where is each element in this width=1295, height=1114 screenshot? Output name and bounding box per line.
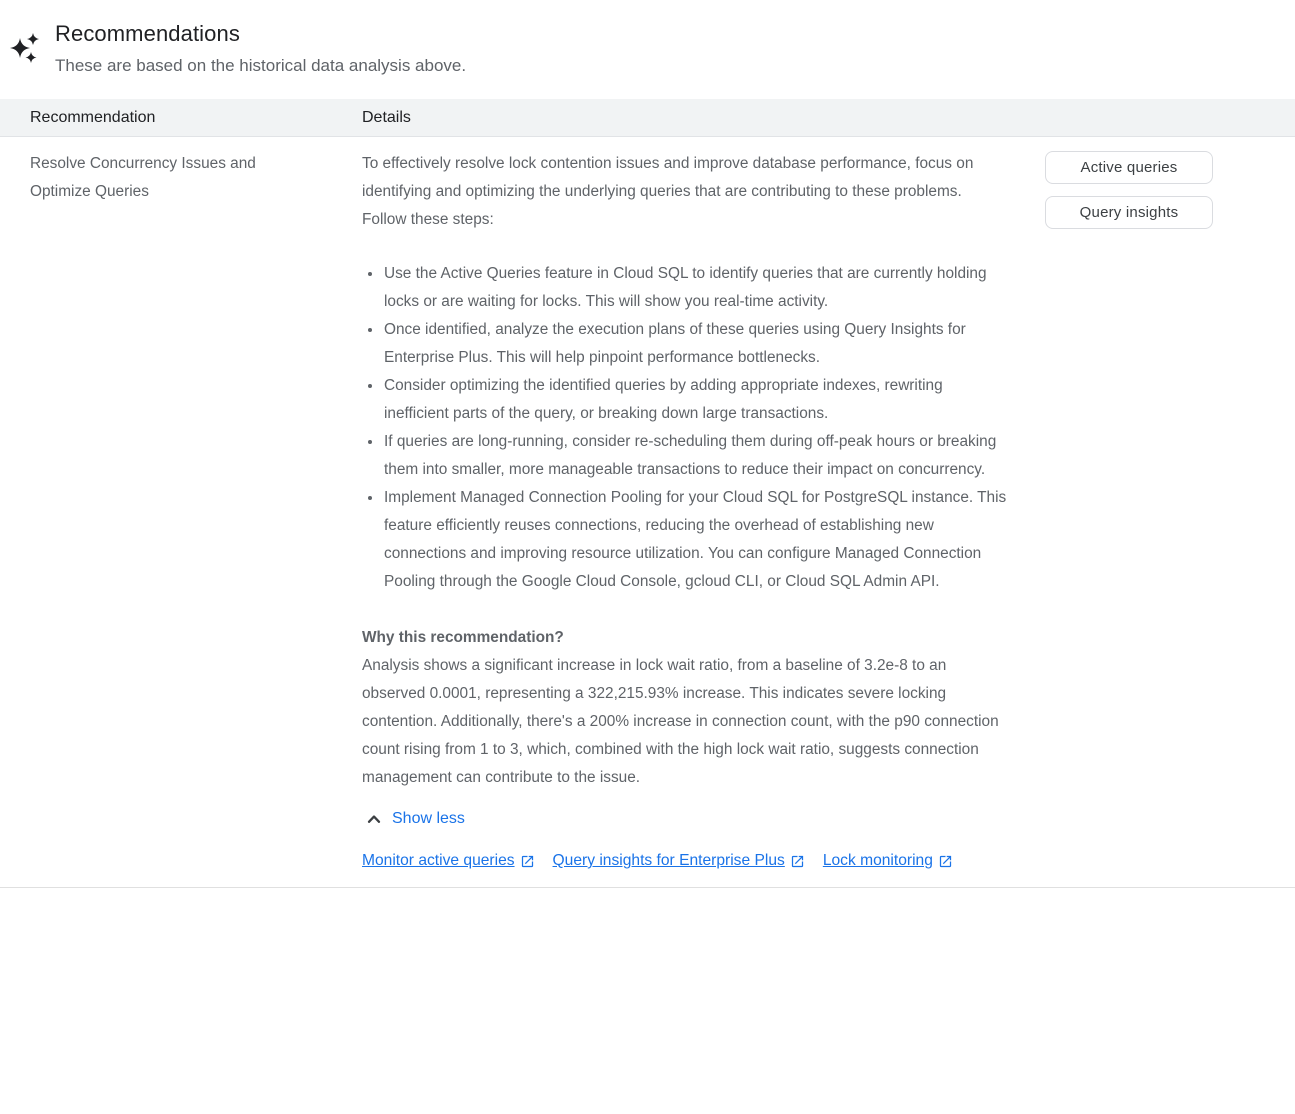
link-monitor-active-queries[interactable] [362, 847, 535, 875]
why-recommendation-text: Analysis shows a significant increase in lock wait ratio, from a baseline of 3.2e-8 to an observed 0.0001, representing a 322,215.93% increase. This indicates severe locking contention. Additionally, there's a 200% increase in connection count, with the p90 connection count rising from 1 to 3, which, combined with the high lock wait ratio, suggests connection management can contribute to the issue. [362, 657, 999, 786]
link-lock-monitoring[interactable] [823, 847, 953, 875]
recommendation-cell: Resolve Concurrency Issues and Optimize Queries [30, 155, 256, 200]
column-header-recommendation: Recommendation [30, 108, 156, 126]
step-item: • If queries are long-running, consider re-scheduling them during off-peak hours or breaking them into smaller, more manageable transactions to reduce their impact on concurrency. [383, 428, 1010, 484]
table-row [0, 137, 1295, 888]
step-item: • Use the Active Queries feature in Cloud SQL to identify queries that are currently holding locks or are waiting for locks. This will show you real-time activity. [383, 260, 1010, 316]
why-recommendation-heading: Why this recommendation? [362, 629, 564, 646]
open-in-new-icon [520, 854, 535, 869]
column-header-details: Details [362, 108, 411, 126]
header-text [55, 14, 466, 78]
links-row [362, 847, 1010, 875]
step-item: • Implement Managed Connection Pooling for your Cloud SQL for PostgreSQL instance. This feature efficiently reuses connections, reducing the overhead of establishing new connections and improving resource utilization. You can configure Managed Connection Pooling through the Google Cloud Console, gcloud CLI, or Cloud SQL Admin API. [383, 484, 1010, 596]
link-label: Monitor active queries [362, 852, 515, 869]
step-item: • Once identified, analyze the execution plans of these queries using Query Insights for Enterprise Plus. This will help pinpoint performance bottlenecks. [383, 316, 1010, 372]
show-less-button[interactable] [366, 810, 465, 828]
steps-list [362, 260, 1010, 596]
step-item: • Consider optimizing the identified queries by adding appropriate indexes, rewriting inefficient parts of the query, or breaking down large transactions. [383, 372, 1010, 428]
actions-cell [1010, 148, 1213, 875]
page-subtitle: These are based on the historical data analysis above. [55, 56, 467, 75]
chevron-up-icon [366, 811, 382, 827]
link-label: Query insights for Enterprise Plus [552, 852, 785, 869]
open-in-new-icon [938, 854, 953, 869]
details-cell [362, 148, 1010, 875]
gemini-sparkle-icon [8, 30, 42, 64]
query-insights-button[interactable]: Query insights [1045, 196, 1213, 229]
panel-header [0, 0, 1295, 78]
table-header [0, 99, 1295, 137]
open-in-new-icon [790, 854, 805, 869]
details-intro: To effectively resolve lock contention issues and improve database performance, focus on identifying and optimizing the underlying queries that are contributing to these problems. Follow these steps: [362, 155, 974, 228]
active-queries-button[interactable]: Active queries [1045, 151, 1213, 184]
link-query-insights-enterprise-plus[interactable] [553, 847, 805, 875]
show-less-label: Show less [392, 810, 465, 827]
link-label: Lock monitoring [822, 852, 933, 869]
page-title: Recommendations [55, 21, 240, 46]
